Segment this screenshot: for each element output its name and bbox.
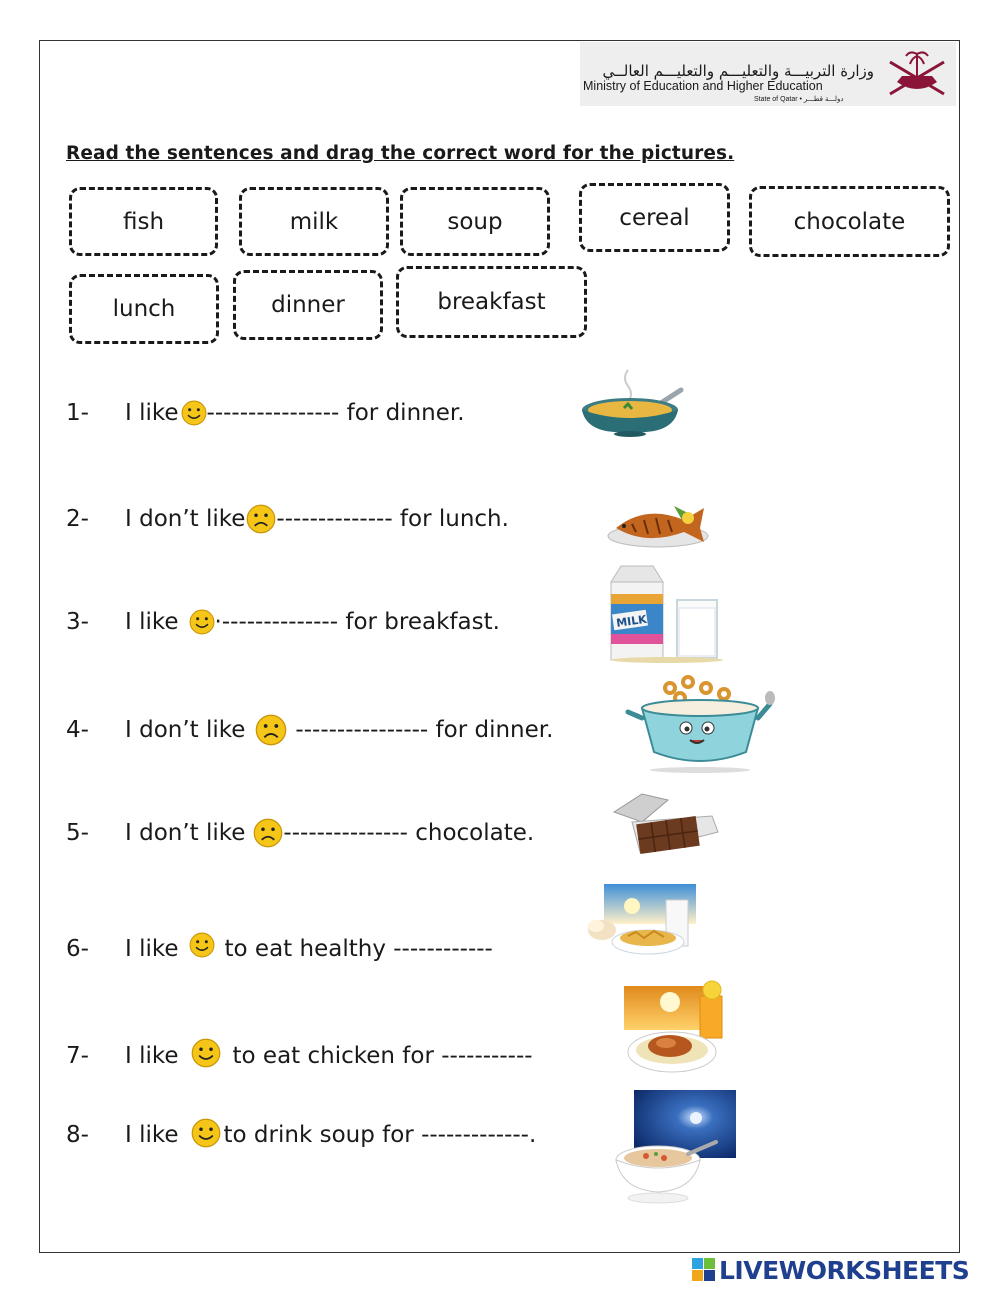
milk-carton-image bbox=[607, 564, 725, 664]
night-soup-image bbox=[612, 1088, 738, 1204]
question-text: I like bbox=[125, 609, 179, 635]
question-text-mid: to eat chicken for bbox=[232, 1043, 442, 1069]
answer-blank[interactable]: ----------- bbox=[441, 1043, 533, 1069]
question-6 bbox=[66, 936, 493, 962]
question-text-end: for dinner. bbox=[339, 400, 465, 426]
question-text: I don’t like bbox=[125, 820, 246, 846]
noon-chicken-meal-image bbox=[620, 978, 730, 1076]
question-number: 6- bbox=[66, 936, 89, 962]
ministry-logo bbox=[580, 42, 956, 106]
question-text-end: for breakfast. bbox=[338, 609, 500, 635]
grilled-fish-image bbox=[606, 498, 712, 550]
svg-text:MILK: MILK bbox=[615, 612, 648, 630]
question-text: I don’t like bbox=[125, 717, 246, 743]
question-text: I like bbox=[125, 1043, 179, 1069]
logo-arabic-text: وزارة التربيـــة والتعليـــم والتعليـــم العالــي bbox=[602, 62, 874, 80]
word-chip-milk[interactable]: milk bbox=[239, 187, 389, 256]
question-number: 1- bbox=[66, 400, 89, 426]
happy-face-icon bbox=[191, 1118, 221, 1148]
question-3 bbox=[66, 609, 500, 635]
question-text: I like bbox=[125, 400, 179, 426]
word-chip-lunch[interactable]: lunch bbox=[69, 274, 219, 344]
answer-blank[interactable]: --------------- bbox=[283, 820, 408, 846]
question-text-end: for dinner. bbox=[428, 717, 554, 743]
question-5 bbox=[66, 818, 534, 848]
question-7 bbox=[66, 1041, 533, 1071]
word-chip-soup[interactable]: soup bbox=[400, 187, 550, 256]
brand-text: LIVEWORKSHEETS bbox=[719, 1255, 970, 1285]
cereal-bowl-image bbox=[620, 674, 780, 774]
morning-breakfast-image bbox=[584, 884, 696, 958]
question-text: I like bbox=[125, 936, 179, 962]
happy-face-icon bbox=[189, 609, 215, 635]
answer-blank[interactable]: ·-------------- bbox=[214, 609, 339, 635]
chocolate-bar-image bbox=[612, 792, 722, 858]
sad-face-icon bbox=[246, 504, 276, 534]
question-number: 2- bbox=[66, 506, 89, 532]
sad-face-icon bbox=[255, 714, 287, 746]
question-2 bbox=[66, 504, 509, 534]
word-chip-dinner[interactable]: dinner bbox=[233, 270, 383, 340]
word-chip-fish[interactable]: fish bbox=[69, 187, 218, 256]
answer-blank[interactable]: -------------- bbox=[276, 506, 393, 532]
question-1 bbox=[66, 400, 465, 426]
question-number: 5- bbox=[66, 820, 89, 846]
answer-blank[interactable]: -------------. bbox=[421, 1122, 537, 1148]
instruction-text: Read the sentences and drag the correct word for the pictures. bbox=[66, 143, 735, 164]
happy-face-icon bbox=[189, 932, 215, 958]
question-text: I like bbox=[125, 1122, 179, 1148]
word-chip-cereal[interactable]: cereal bbox=[579, 183, 730, 252]
question-text: I don’t like bbox=[125, 506, 246, 532]
logo-english-text: Ministry of Education and Higher Education bbox=[583, 79, 823, 93]
question-4 bbox=[66, 714, 553, 746]
word-chip-breakfast[interactable]: breakfast bbox=[396, 266, 587, 338]
happy-face-icon bbox=[191, 1038, 221, 1068]
question-8 bbox=[66, 1120, 536, 1150]
sad-face-icon bbox=[253, 818, 283, 848]
question-text-mid: to drink soup for bbox=[223, 1122, 422, 1148]
word-chip-chocolate[interactable]: chocolate bbox=[749, 186, 950, 257]
qatar-emblem-icon bbox=[882, 44, 952, 104]
question-number: 7- bbox=[66, 1043, 89, 1069]
liveworksheets-logo-icon bbox=[692, 1258, 716, 1282]
liveworksheets-brand bbox=[692, 1254, 969, 1286]
logo-state-text: State of Qatar • دولـــة قطـــر bbox=[754, 96, 844, 103]
answer-blank[interactable]: ---------------- bbox=[206, 400, 340, 426]
question-number: 3- bbox=[66, 609, 89, 635]
question-number: 8- bbox=[66, 1122, 89, 1148]
answer-blank[interactable]: ------------ bbox=[393, 936, 493, 962]
soup-bowl-image bbox=[578, 368, 688, 438]
question-number: 4- bbox=[66, 717, 89, 743]
question-text-end: for lunch. bbox=[392, 506, 509, 532]
question-text-mid: to eat healthy bbox=[224, 936, 394, 962]
answer-blank[interactable]: ---------------- bbox=[295, 717, 429, 743]
question-text-end: chocolate. bbox=[407, 820, 535, 846]
happy-face-icon bbox=[181, 400, 207, 426]
